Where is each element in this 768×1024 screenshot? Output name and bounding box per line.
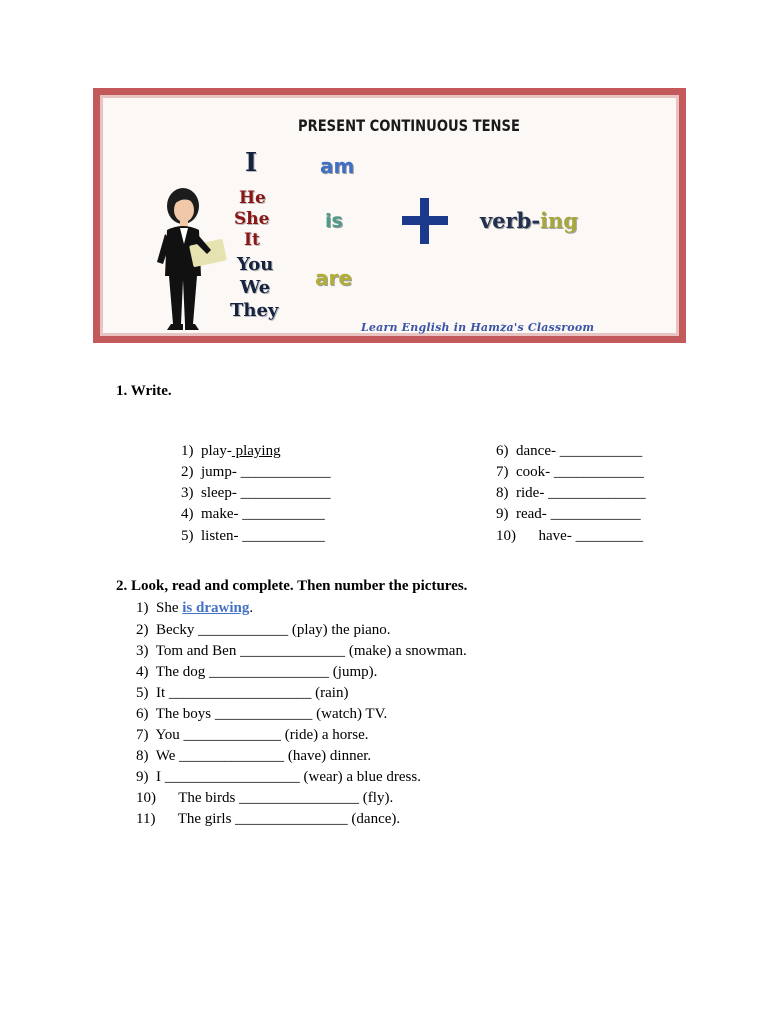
banner-title: PRESENT CONTINUOUS TENSE — [298, 116, 520, 135]
item-number: 3) — [181, 485, 194, 501]
item-word: play- — [201, 443, 232, 459]
item-text: You _____________ (ride) a horse. — [155, 727, 369, 743]
item-word: sleep- — [201, 485, 237, 501]
item-number: 4) — [136, 664, 149, 680]
list-item[interactable] — [136, 642, 467, 660]
item-text-end: . — [249, 600, 254, 616]
subject-they: They — [230, 300, 279, 321]
item-number: 10) — [496, 528, 516, 544]
subject-it: It — [244, 230, 260, 250]
list-item[interactable] — [136, 705, 387, 723]
subject-you: You — [237, 254, 274, 275]
item-number: 6) — [496, 443, 509, 459]
list-item[interactable] — [136, 810, 400, 828]
item-number: 8) — [136, 748, 149, 764]
item-answer: playing — [231, 443, 281, 459]
list-item[interactable] — [136, 621, 391, 639]
item-answer: is drawing — [182, 600, 250, 616]
item-text: Tom and Ben ______________ (make) a snowman. — [155, 643, 467, 659]
item-number: 8) — [496, 485, 509, 501]
item-blank[interactable]: ____________ — [236, 464, 331, 480]
item-blank[interactable]: ____________ — [550, 464, 644, 480]
list-item — [181, 484, 331, 502]
item-blank[interactable]: ___________ — [555, 443, 643, 459]
subject-she: She — [234, 209, 270, 229]
verb-ing-formula — [480, 208, 578, 233]
item-number: 2) — [181, 464, 194, 480]
item-word: read- — [516, 506, 547, 522]
item-number: 7) — [496, 464, 509, 480]
item-number: 11) — [136, 811, 156, 827]
subject-he: He — [239, 188, 266, 208]
item-number: 3) — [136, 643, 149, 659]
item-blank[interactable]: ____________ — [236, 485, 331, 501]
item-word: cook- — [516, 464, 551, 480]
item-number: 9) — [136, 769, 149, 785]
item-text: The birds ________________ (fly). — [178, 790, 394, 806]
item-text: It ___________________ (rain) — [156, 685, 349, 701]
item-number: 1) — [136, 600, 149, 616]
item-blank[interactable]: _________ — [571, 528, 644, 544]
teacher-illustration — [151, 184, 235, 334]
list-item — [181, 527, 325, 545]
item-text: She — [156, 600, 183, 616]
list-item — [496, 505, 641, 523]
verb-am: am — [320, 154, 355, 178]
section1-heading: 1. Write. — [116, 383, 172, 399]
item-text: We ______________ (have) dinner. — [155, 748, 372, 764]
item-text: The dog ________________ (jump). — [155, 664, 378, 680]
list-item — [136, 599, 253, 617]
item-text: Becky ____________ (play) the piano. — [156, 622, 391, 638]
list-item — [496, 527, 643, 545]
banner-panel — [100, 95, 679, 336]
list-item — [496, 463, 644, 481]
formula-dash: - — [531, 208, 541, 233]
item-number: 5) — [181, 528, 194, 544]
list-item[interactable] — [136, 684, 348, 702]
banner-credit: Learn English in Hamza's Classroom — [361, 321, 595, 334]
item-number: 1) — [181, 443, 194, 459]
plus-icon — [402, 198, 448, 244]
item-text: I __________________ (wear) a blue dress. — [156, 769, 421, 785]
grammar-banner — [93, 88, 686, 343]
item-text: The girls _______________ (dance). — [177, 811, 401, 827]
list-item — [181, 442, 281, 460]
subject-we: We — [240, 277, 271, 298]
verb-is: is — [325, 210, 343, 232]
item-word: listen- — [201, 528, 239, 544]
formula-ing: ing — [540, 208, 578, 233]
item-word: jump- — [201, 464, 237, 480]
item-blank[interactable]: ___________ — [238, 528, 325, 544]
item-number: 5) — [136, 685, 149, 701]
subject-i: I — [245, 148, 258, 178]
item-blank[interactable]: ___________ — [238, 506, 325, 522]
verb-are: are — [315, 266, 352, 290]
item-blank[interactable]: _____________ — [544, 485, 646, 501]
item-number: 9) — [496, 506, 509, 522]
list-item[interactable] — [136, 789, 393, 807]
list-item[interactable] — [136, 768, 421, 786]
item-number: 2) — [136, 622, 149, 638]
item-word: dance- — [516, 443, 556, 459]
item-number: 6) — [136, 706, 149, 722]
list-item — [181, 505, 325, 523]
item-word: ride- — [516, 485, 545, 501]
item-word: make- — [201, 506, 239, 522]
list-item — [496, 442, 642, 460]
list-item — [496, 484, 646, 502]
formula-verb: verb — [480, 208, 532, 233]
list-item[interactable] — [136, 663, 377, 681]
list-item[interactable] — [136, 747, 371, 765]
list-item — [181, 463, 331, 481]
list-item[interactable] — [136, 726, 369, 744]
item-number: 4) — [181, 506, 194, 522]
item-number: 7) — [136, 727, 149, 743]
item-text: The boys _____________ (watch) TV. — [155, 706, 388, 722]
item-blank[interactable]: ____________ — [546, 506, 641, 522]
item-number: 10) — [136, 790, 156, 806]
item-word: have- — [538, 528, 572, 544]
section2-heading: 2. Look, read and complete. Then number the pictures. — [116, 578, 468, 594]
